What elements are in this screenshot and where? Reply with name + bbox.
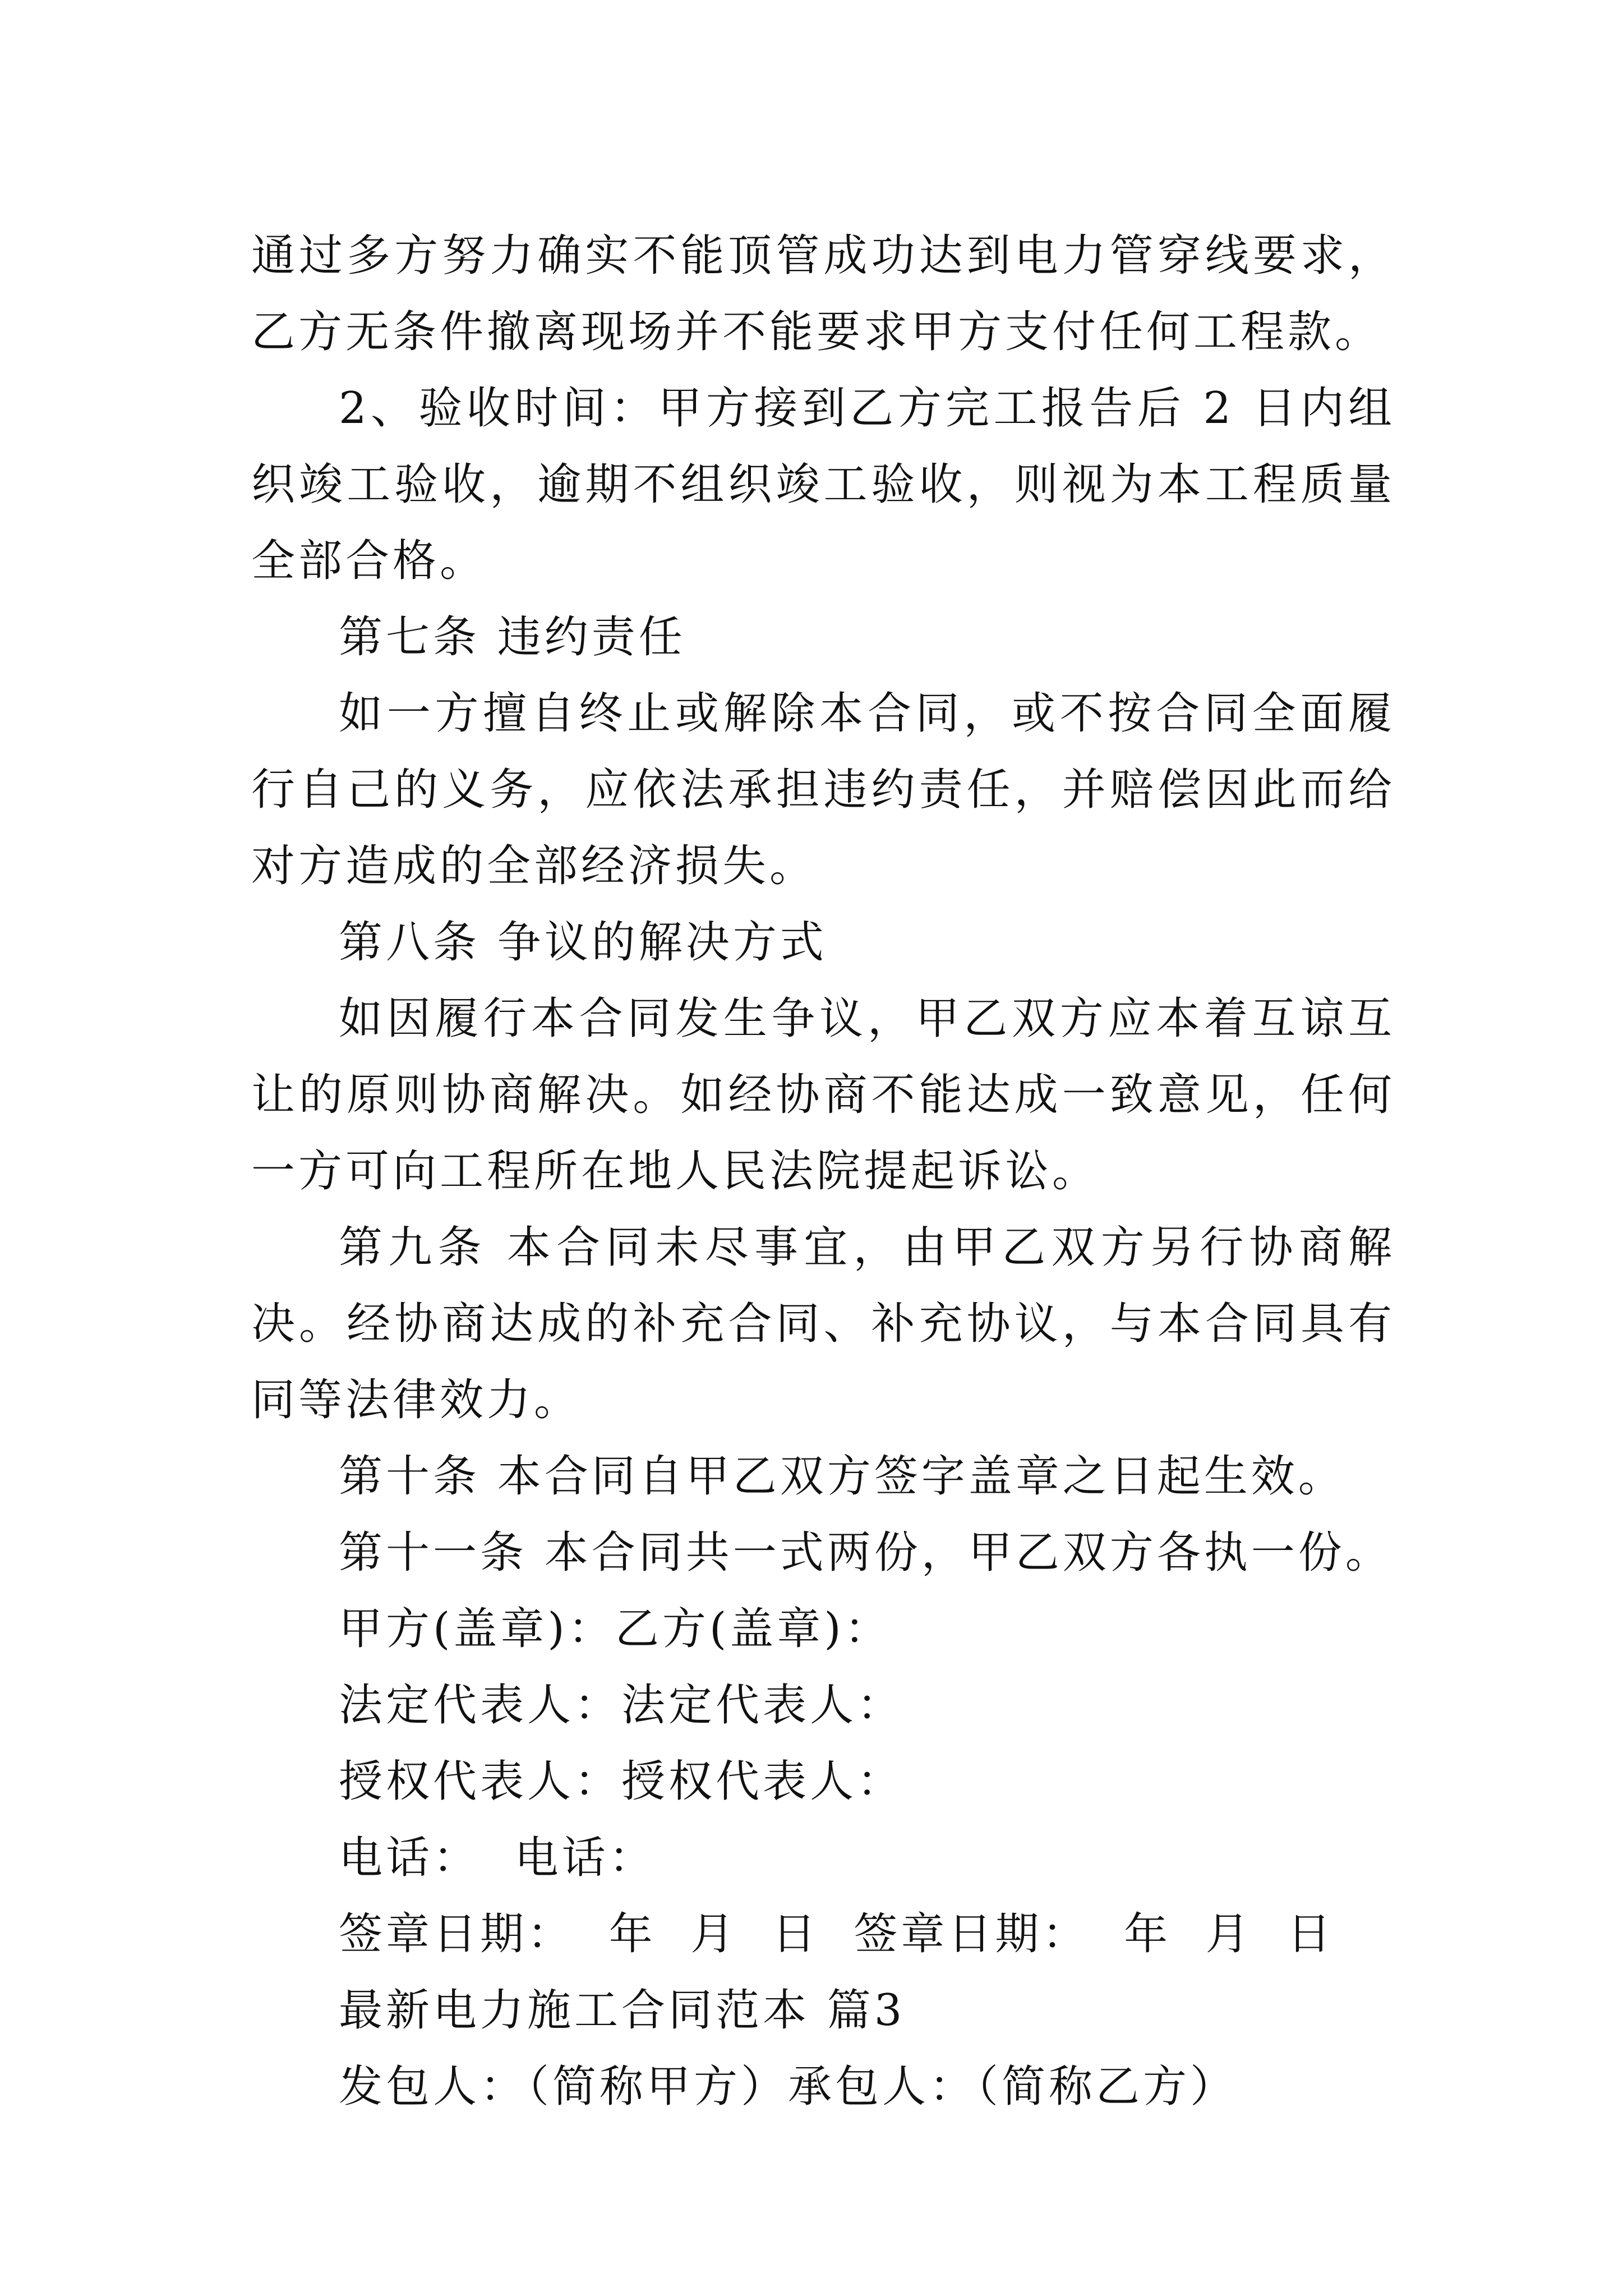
paragraph-acceptance-time: 2、验收时间：甲方接到乙方完工报告后 2 日内组织竣工验收，逾期不组织竣工验收，则视为本工程质量全部合格。 (251, 383, 1395, 586)
heading-article-8: 第八条 争议的解决方式 (339, 917, 827, 968)
signature-line-phone: 电话： 电话： (339, 1833, 656, 1883)
signature-line-date: 签章日期： 年 月 日 签章日期： 年 月 日 (339, 1909, 1335, 1959)
paragraph-breach-liability: 如一方擅自终止或解除本合同，或不按合同全面履行自己的义务，应依法承担违约责任，并赔偿因此而给对方造成的全部经济损失。 (251, 688, 1395, 891)
paragraph-parties: 发包人：（简称甲方）承包人：（简称乙方） (339, 2062, 1238, 2112)
paragraph-dispute-resolution: 如因履行本合同发生争议，甲乙双方应本着互谅互让的原则协商解决。如经协商不能达成一致意见，任何一方可向工程所在地人民法院提起诉讼。 (251, 993, 1395, 1197)
document-body (251, 218, 1395, 2125)
section-title-template-3: 最新电力施工合同范本 篇3 (339, 1985, 906, 2036)
signature-line-authorized-rep: 授权代表人：授权代表人： (339, 1756, 905, 1807)
signature-line-seal: 甲方(盖章)：乙方(盖章)： (339, 1604, 892, 1654)
paragraph-article-9: 第九条 本合同未尽事宜，由甲乙双方另行协商解决。经协商达成的补充合同、补充协议，与本合同具有同等法律效力。 (251, 1222, 1395, 1425)
paragraph-article-10: 第十条 本合同自甲乙双方签字盖章之日起生效。 (339, 1451, 1345, 1502)
paragraph-construction-withdrawal: 通过多方努力确实不能顶管成功达到电力管穿线要求，乙方无条件撤离现场并不能要求甲方支付任何工程款。 (251, 231, 1395, 357)
heading-article-7: 第七条 违约责任 (339, 612, 686, 662)
signature-line-legal-rep: 法定代表人：法定代表人： (339, 1680, 905, 1731)
paragraph-article-11: 第十一条 本合同共一式两份，甲乙双方各执一份。 (339, 1527, 1393, 1578)
